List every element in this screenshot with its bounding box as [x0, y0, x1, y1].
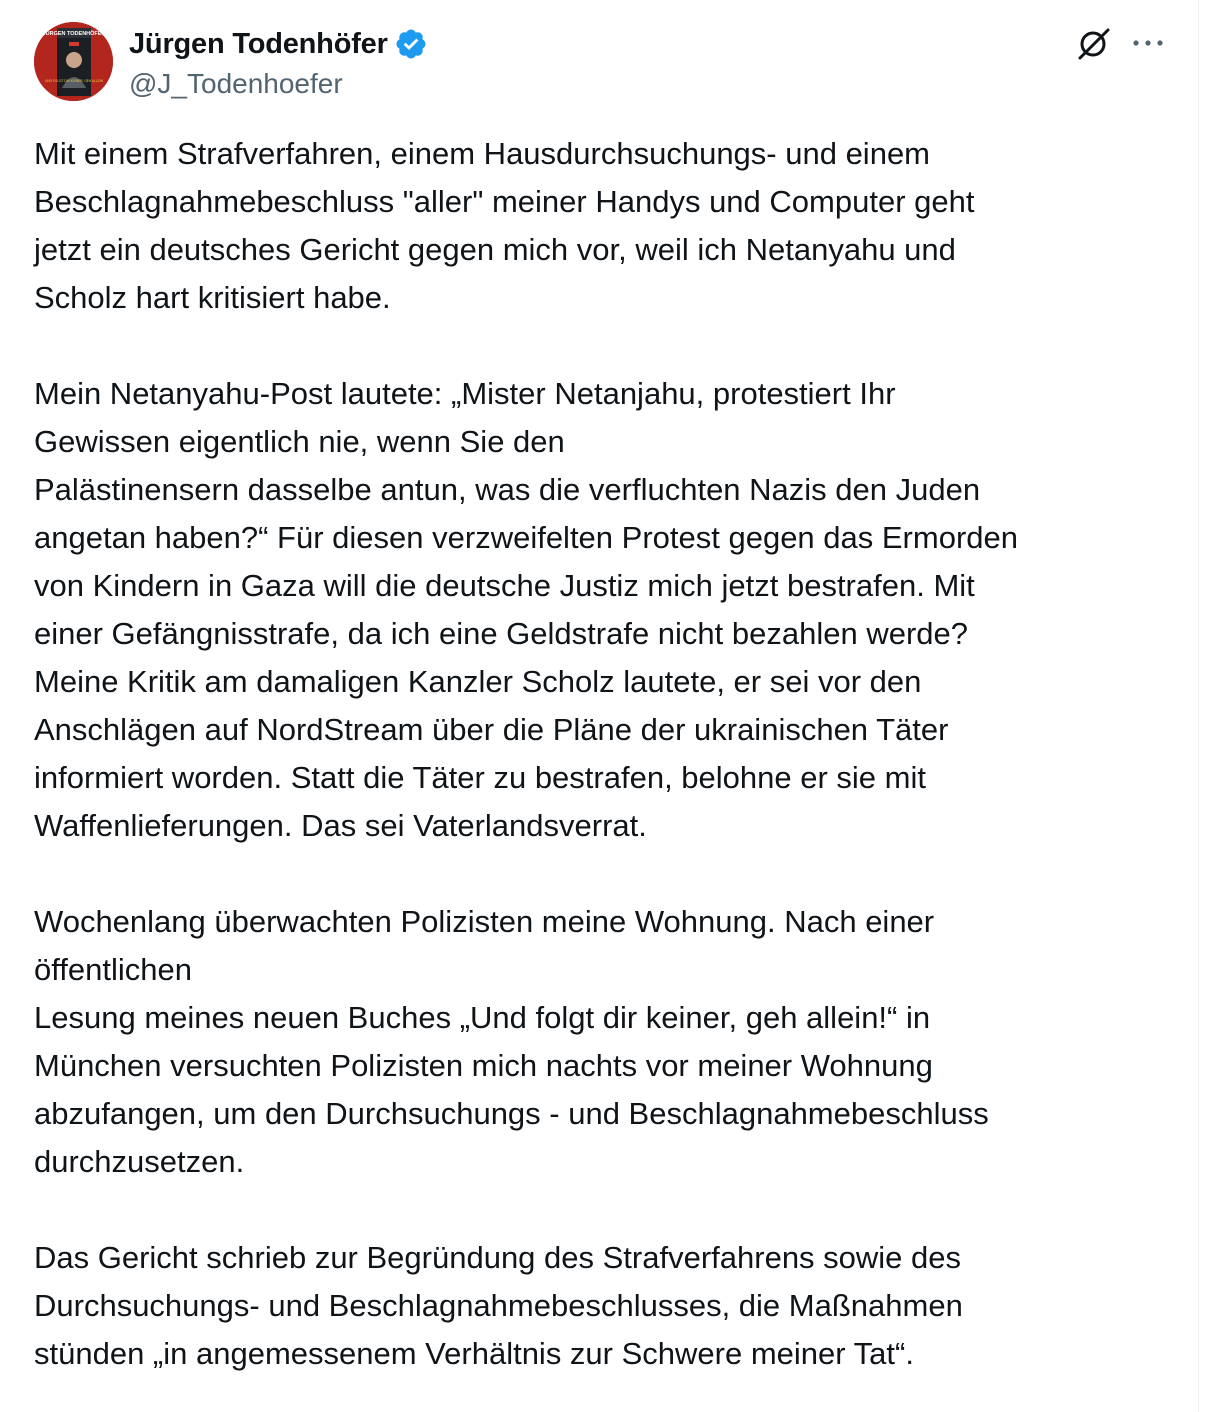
- tweet-paragraph: [34, 130, 1174, 322]
- paragraph-gap: [34, 1186, 1174, 1234]
- tweet-line: durchzusetzen.: [34, 1144, 245, 1179]
- avatar-book-title: JÜRGEN TODENHÖFER: [42, 31, 106, 37]
- tweet-line: angetan haben?“ Für diesen verzweifelten Protest gegen das Ermorden: [34, 520, 1018, 555]
- tweet-line: von Kindern in Gaza will die deutsche Justiz mich jetzt bestrafen. Mit: [34, 568, 975, 603]
- tweet-line: stünden „in angemessenem Verhältnis zur Schwere meiner Tat“.: [34, 1336, 914, 1371]
- tweet-line: einer Gefängnisstrafe, da ich eine Geldstrafe nicht bezahlen werde?: [34, 616, 969, 651]
- tweet-line: abzufangen, um den Durchsuchungs - und Beschlagnahmebeschluss: [34, 1096, 989, 1131]
- tweet-line: Scholz hart kritisiert habe.: [34, 280, 391, 315]
- tweet-line: öffentlichen: [34, 952, 192, 987]
- tweet-line: Lesung meines neuen Buches „Und folgt dir keiner, geh allein!“ in: [34, 1000, 931, 1035]
- tweet-paragraph: [34, 898, 1174, 1186]
- tweet-line: Gewissen eigentlich nie, wenn Sie den: [34, 424, 565, 459]
- tweet-line: Mit einem Strafverfahren, einem Hausdurchsuchungs- und einem: [34, 136, 931, 171]
- tweet-paragraph: [34, 370, 1174, 850]
- tweet-line: Anschlägen auf NordStream über die Pläne der ukrainischen Täter: [34, 712, 949, 747]
- paragraph-gap: [34, 322, 1174, 370]
- tweet-line: Meine Kritik am damaligen Kanzler Scholz lautete, er sei vor den: [34, 664, 922, 699]
- tweet-text: [34, 130, 1174, 1378]
- tweet-line: Wochenlang überwachten Polizisten meine Wohnung. Nach einer: [34, 904, 935, 939]
- tweet-header: [34, 22, 1174, 102]
- display-name[interactable]: Jürgen Todenhöfer: [129, 27, 388, 60]
- tweet-line: Mein Netanyahu-Post lautete: „Mister Netanjahu, protestiert Ihr: [34, 376, 896, 411]
- tweet-line: München versuchten Polizisten mich nachts vor meiner Wohnung: [34, 1048, 933, 1083]
- tweet-line: Das Gericht schrieb zur Begründung des Strafverfahrens sowie des: [34, 1240, 962, 1275]
- tweet-line: jetzt ein deutsches Gericht gegen mich vor, weil ich Netanyahu und: [34, 232, 956, 267]
- tweet-line: Palästinensern dasselbe antun, was die verfluchten Nazis den Juden: [34, 472, 981, 507]
- grok-icon[interactable]: [1076, 26, 1112, 62]
- more-icon[interactable]: [1128, 30, 1168, 56]
- handle[interactable]: @J_Todenhoefer: [129, 68, 343, 99]
- paragraph-gap: [34, 850, 1174, 898]
- author-names: [129, 26, 428, 100]
- tweet-line: Durchsuchungs- und Beschlagnahmebeschlusses, die Maßnahmen: [34, 1288, 963, 1323]
- avatar[interactable]: [34, 22, 113, 101]
- tweet-line: informiert worden. Statt die Täter zu bestrafen, belohne er sie mit: [34, 760, 926, 795]
- avatar-book-subtitle: UND FOLGT DIR KEINER, GEH ALLEIN: [45, 79, 103, 83]
- verified-badge-icon[interactable]: [394, 27, 428, 61]
- tweet-line: Beschlagnahmebeschluss "aller" meiner Handys und Computer geht: [34, 184, 975, 219]
- tweet-line: Waffenlieferungen. Das sei Vaterlandsverrat.: [34, 808, 647, 843]
- name-row: [129, 26, 428, 62]
- tweet-paragraph: [34, 1234, 1174, 1378]
